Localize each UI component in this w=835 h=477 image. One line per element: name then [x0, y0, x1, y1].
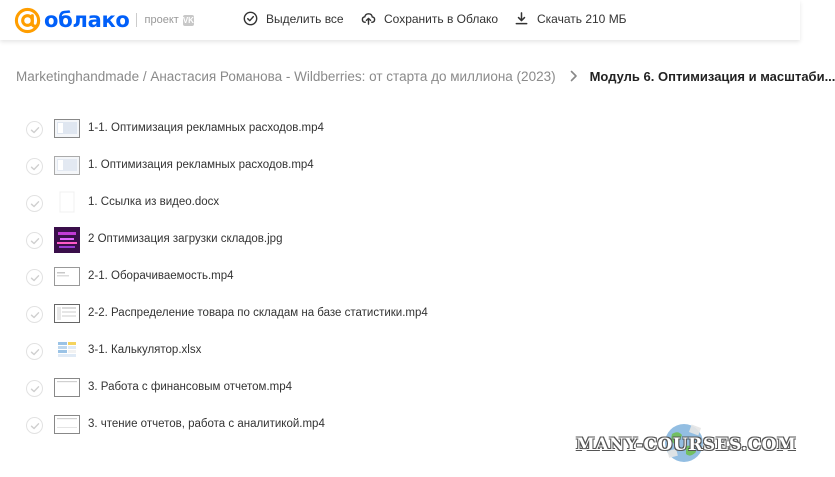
logo-divider: [136, 13, 137, 27]
download-label: Скачать 210 МБ: [537, 11, 627, 26]
select-all-label: Выделить все: [266, 11, 344, 26]
row-checkbox[interactable]: [26, 417, 43, 434]
video-thumbnail-icon: [54, 304, 80, 323]
at-sign-logo-icon: [14, 7, 41, 34]
project-label-text: проект: [144, 14, 179, 26]
top-header: [0, 0, 800, 40]
check-icon: [30, 162, 40, 172]
check-icon: [30, 421, 40, 431]
row-checkbox[interactable]: [26, 121, 43, 138]
file-row[interactable]: [0, 110, 800, 147]
check-icon: [30, 310, 40, 320]
file-row[interactable]: [0, 184, 800, 221]
document-thumbnail-icon: [54, 190, 80, 216]
spreadsheet-thumbnail-icon: [54, 338, 80, 364]
check-circle-icon: [243, 11, 258, 26]
file-name[interactable]: 1-1. Оптимизация рекламных расходов.mp4: [88, 122, 324, 134]
watermark-text: MANY-COURSES.COM: [576, 435, 797, 455]
row-checkbox[interactable]: [26, 232, 43, 249]
check-icon: [30, 199, 40, 209]
image-thumbnail-icon: [54, 227, 80, 253]
cloud-upload-icon: [361, 11, 376, 26]
file-row[interactable]: [0, 221, 800, 258]
breadcrumb-current-folder: Модуль 6. Оптимизация и масштаби...: [589, 68, 835, 84]
row-checkbox[interactable]: [26, 380, 43, 397]
check-icon: [30, 347, 40, 357]
file-name[interactable]: 1. Оптимизация рекламных расходов.mp4: [88, 159, 314, 171]
video-thumbnail-icon: [54, 415, 80, 434]
select-all-button[interactable]: [243, 11, 344, 26]
check-icon: [30, 236, 40, 246]
row-checkbox[interactable]: [26, 306, 43, 323]
file-name[interactable]: 3. Работа с финансовым отчетом.mp4: [88, 381, 293, 393]
save-to-cloud-label: Сохранить в Облако: [384, 11, 499, 26]
save-to-cloud-button[interactable]: [361, 11, 498, 26]
video-thumbnail-icon: [54, 156, 80, 175]
check-icon: [30, 273, 40, 283]
file-name[interactable]: 2 Оптимизация загрузки складов.jpg: [88, 233, 283, 245]
video-thumbnail-icon: [54, 267, 80, 286]
row-checkbox[interactable]: [26, 343, 43, 360]
row-checkbox[interactable]: [26, 269, 43, 286]
file-row[interactable]: [0, 332, 800, 369]
download-button[interactable]: [514, 11, 627, 26]
video-thumbnail-icon: [54, 119, 80, 138]
download-icon: [514, 11, 529, 26]
file-name[interactable]: 2-1. Оборачиваемость.mp4: [88, 270, 234, 282]
chevron-right-icon: [570, 70, 578, 82]
file-row[interactable]: [0, 295, 800, 332]
file-name[interactable]: 2-2. Распределение товара по складам на базе статистики.mp4: [88, 307, 428, 319]
project-label: [145, 14, 194, 26]
cloud-logo[interactable]: [14, 6, 194, 34]
logo-wordmark: облако: [44, 8, 130, 32]
file-row[interactable]: [0, 147, 800, 184]
breadcrumb-parent-link[interactable]: Marketinghandmade / Анастасия Романова - Wildberries: от старта до миллиона (2023): [16, 68, 556, 84]
check-icon: [30, 125, 40, 135]
row-checkbox[interactable]: [26, 158, 43, 175]
video-thumbnail-icon: [54, 378, 80, 397]
file-name[interactable]: 3-1. Калькулятор.xlsx: [88, 344, 202, 356]
vk-badge: VK: [182, 15, 194, 25]
check-icon: [30, 384, 40, 394]
file-row[interactable]: [0, 258, 800, 295]
file-name[interactable]: 3. чтение отчетов, работа с аналитикой.mp4: [88, 418, 325, 430]
breadcrumb: [16, 66, 835, 86]
file-name[interactable]: 1. Ссылка из видео.docx: [88, 196, 220, 208]
file-row[interactable]: [0, 369, 800, 406]
row-checkbox[interactable]: [26, 195, 43, 212]
